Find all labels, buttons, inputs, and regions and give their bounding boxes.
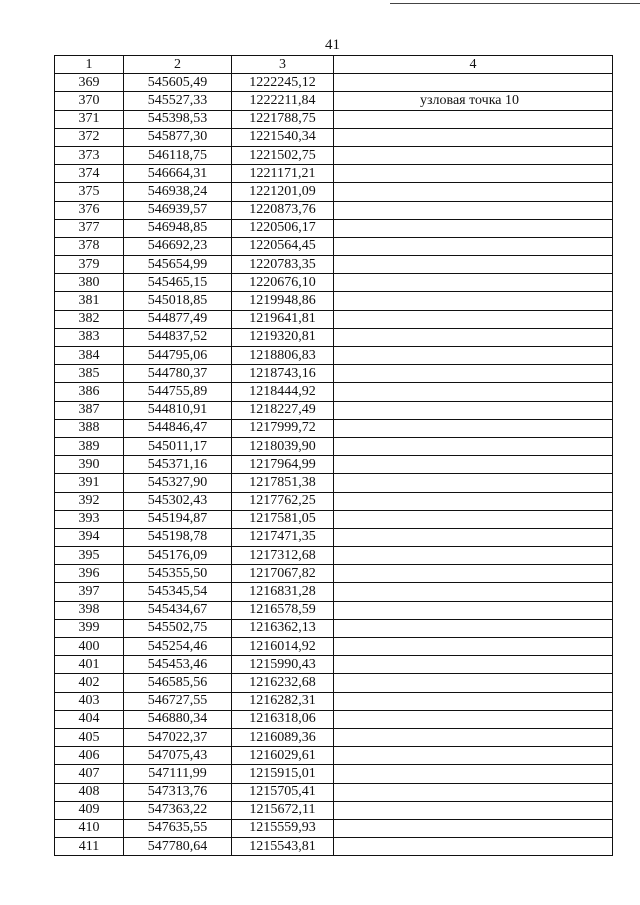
x-coordinate-cell: 545654,99: [124, 256, 232, 274]
note-cell: [334, 183, 613, 201]
point-number-cell: 370: [55, 92, 124, 110]
y-coordinate-cell: 1217312,68: [232, 547, 334, 565]
point-number-cell: 387: [55, 401, 124, 419]
note-cell: [334, 801, 613, 819]
y-coordinate-cell: 1218039,90: [232, 437, 334, 455]
table-row: [55, 474, 613, 492]
point-number-cell: 375: [55, 183, 124, 201]
y-coordinate-cell: 1216318,06: [232, 710, 334, 728]
table-row: [55, 674, 613, 692]
y-coordinate-cell: 1222245,12: [232, 74, 334, 92]
x-coordinate-cell: 546948,85: [124, 219, 232, 237]
header-col-4: 4: [334, 56, 613, 74]
table-row: [55, 747, 613, 765]
x-coordinate-cell: 545011,17: [124, 437, 232, 455]
note-cell: [334, 838, 613, 856]
y-coordinate-cell: 1217762,25: [232, 492, 334, 510]
y-coordinate-cell: 1216014,92: [232, 638, 334, 656]
note-cell: [334, 710, 613, 728]
note-cell: [334, 456, 613, 474]
x-coordinate-cell: 545176,09: [124, 547, 232, 565]
y-coordinate-cell: 1217581,05: [232, 510, 334, 528]
y-coordinate-cell: 1220676,10: [232, 274, 334, 292]
x-coordinate-cell: 547635,55: [124, 819, 232, 837]
table-row: [55, 492, 613, 510]
note-cell: [334, 383, 613, 401]
x-coordinate-cell: 544810,91: [124, 401, 232, 419]
point-number-cell: 373: [55, 146, 124, 164]
x-coordinate-cell: 544795,06: [124, 347, 232, 365]
x-coordinate-cell: 545355,50: [124, 565, 232, 583]
note-cell: [334, 74, 613, 92]
y-coordinate-cell: 1217999,72: [232, 419, 334, 437]
y-coordinate-cell: 1216578,59: [232, 601, 334, 619]
y-coordinate-cell: 1219641,81: [232, 310, 334, 328]
table-row: [55, 74, 613, 92]
note-cell: [334, 674, 613, 692]
x-coordinate-cell: 545018,85: [124, 292, 232, 310]
note-cell: [334, 619, 613, 637]
y-coordinate-cell: 1220564,45: [232, 237, 334, 255]
point-number-cell: 405: [55, 728, 124, 746]
x-coordinate-cell: 544846,47: [124, 419, 232, 437]
point-number-cell: 407: [55, 765, 124, 783]
point-number-cell: 406: [55, 747, 124, 765]
note-cell: [334, 528, 613, 546]
note-cell: [334, 747, 613, 765]
table-row: [55, 146, 613, 164]
table-row: [55, 201, 613, 219]
table-row: [55, 547, 613, 565]
note-cell: [334, 819, 613, 837]
note-cell: [334, 310, 613, 328]
table-row: [55, 638, 613, 656]
point-number-cell: 411: [55, 838, 124, 856]
y-coordinate-cell: 1217964,99: [232, 456, 334, 474]
x-coordinate-cell: 545398,53: [124, 110, 232, 128]
header-row: [55, 56, 613, 74]
table-row: [55, 128, 613, 146]
x-coordinate-cell: 546692,23: [124, 237, 232, 255]
y-coordinate-cell: 1216282,31: [232, 692, 334, 710]
point-number-cell: 399: [55, 619, 124, 637]
y-coordinate-cell: 1221788,75: [232, 110, 334, 128]
note-cell: [334, 328, 613, 346]
point-number-cell: 386: [55, 383, 124, 401]
header-col-1: 1: [55, 56, 124, 74]
y-coordinate-cell: 1218444,92: [232, 383, 334, 401]
point-number-cell: 402: [55, 674, 124, 692]
x-coordinate-cell: 544877,49: [124, 310, 232, 328]
table-row: [55, 838, 613, 856]
note-cell: [334, 347, 613, 365]
table-row: [55, 383, 613, 401]
note-cell: узловая точка 10: [334, 92, 613, 110]
point-number-cell: 410: [55, 819, 124, 837]
table-row: [55, 528, 613, 546]
x-coordinate-cell: 545327,90: [124, 474, 232, 492]
table-row: [55, 237, 613, 255]
point-number-cell: 372: [55, 128, 124, 146]
table-row: [55, 456, 613, 474]
table-row: [55, 619, 613, 637]
x-coordinate-cell: 545302,43: [124, 492, 232, 510]
x-coordinate-cell: 545877,30: [124, 128, 232, 146]
point-number-cell: 376: [55, 201, 124, 219]
point-number-cell: 371: [55, 110, 124, 128]
x-coordinate-cell: 546939,57: [124, 201, 232, 219]
x-coordinate-cell: 544755,89: [124, 383, 232, 401]
y-coordinate-cell: 1217851,38: [232, 474, 334, 492]
table-row: [55, 92, 613, 110]
y-coordinate-cell: 1220506,17: [232, 219, 334, 237]
point-number-cell: 400: [55, 638, 124, 656]
note-cell: [334, 292, 613, 310]
table-header: [55, 56, 613, 74]
x-coordinate-cell: 546585,56: [124, 674, 232, 692]
point-number-cell: 390: [55, 456, 124, 474]
x-coordinate-cell: 546664,31: [124, 165, 232, 183]
table-row: [55, 601, 613, 619]
y-coordinate-cell: 1221171,21: [232, 165, 334, 183]
note-cell: [334, 583, 613, 601]
y-coordinate-cell: 1215559,93: [232, 819, 334, 837]
point-number-cell: 374: [55, 165, 124, 183]
y-coordinate-cell: 1217471,35: [232, 528, 334, 546]
page-number: 41: [325, 37, 340, 53]
x-coordinate-cell: 545371,16: [124, 456, 232, 474]
y-coordinate-cell: 1216831,28: [232, 583, 334, 601]
point-number-cell: 385: [55, 365, 124, 383]
note-cell: [334, 274, 613, 292]
table-row: [55, 256, 613, 274]
x-coordinate-cell: 545434,67: [124, 601, 232, 619]
note-cell: [334, 765, 613, 783]
note-cell: [334, 219, 613, 237]
header-col-3: 3: [232, 56, 334, 74]
x-coordinate-cell: 545194,87: [124, 510, 232, 528]
note-cell: [334, 437, 613, 455]
point-number-cell: 380: [55, 274, 124, 292]
note-cell: [334, 165, 613, 183]
note-cell: [334, 474, 613, 492]
y-coordinate-cell: 1215990,43: [232, 656, 334, 674]
x-coordinate-cell: 547780,64: [124, 838, 232, 856]
y-coordinate-cell: 1220873,76: [232, 201, 334, 219]
x-coordinate-cell: 547313,76: [124, 783, 232, 801]
note-cell: [334, 565, 613, 583]
table-row: [55, 401, 613, 419]
y-coordinate-cell: 1216029,61: [232, 747, 334, 765]
point-number-cell: 404: [55, 710, 124, 728]
y-coordinate-cell: 1218806,83: [232, 347, 334, 365]
point-number-cell: 396: [55, 565, 124, 583]
note-cell: [334, 237, 613, 255]
x-coordinate-cell: 545502,75: [124, 619, 232, 637]
y-coordinate-cell: 1217067,82: [232, 565, 334, 583]
table-row: [55, 183, 613, 201]
table-row: [55, 419, 613, 437]
table-row: [55, 565, 613, 583]
table-row: [55, 165, 613, 183]
note-cell: [334, 110, 613, 128]
table-row: [55, 783, 613, 801]
x-coordinate-cell: 545345,54: [124, 583, 232, 601]
x-coordinate-cell: 546118,75: [124, 146, 232, 164]
table-row: [55, 819, 613, 837]
point-number-cell: 389: [55, 437, 124, 455]
x-coordinate-cell: 545198,78: [124, 528, 232, 546]
x-coordinate-cell: 544780,37: [124, 365, 232, 383]
note-cell: [334, 256, 613, 274]
point-number-cell: 409: [55, 801, 124, 819]
note-cell: [334, 492, 613, 510]
x-coordinate-cell: 547075,43: [124, 747, 232, 765]
note-cell: [334, 128, 613, 146]
x-coordinate-cell: 544837,52: [124, 328, 232, 346]
y-coordinate-cell: 1221201,09: [232, 183, 334, 201]
note-cell: [334, 692, 613, 710]
note-cell: [334, 728, 613, 746]
x-coordinate-cell: 547022,37: [124, 728, 232, 746]
x-coordinate-cell: 545465,15: [124, 274, 232, 292]
point-number-cell: 388: [55, 419, 124, 437]
note-cell: [334, 601, 613, 619]
table-row: [55, 347, 613, 365]
x-coordinate-cell: 547363,22: [124, 801, 232, 819]
point-number-cell: 383: [55, 328, 124, 346]
y-coordinate-cell: 1219948,86: [232, 292, 334, 310]
table-row: [55, 692, 613, 710]
table-row: [55, 292, 613, 310]
table-body: [55, 74, 613, 856]
y-coordinate-cell: 1218743,16: [232, 365, 334, 383]
coordinates-table: [54, 55, 613, 856]
x-coordinate-cell: 545453,46: [124, 656, 232, 674]
table-row: [55, 110, 613, 128]
table-row: [55, 583, 613, 601]
x-coordinate-cell: 546880,34: [124, 710, 232, 728]
x-coordinate-cell: 545605,49: [124, 74, 232, 92]
x-coordinate-cell: 545254,46: [124, 638, 232, 656]
y-coordinate-cell: 1220783,35: [232, 256, 334, 274]
table-row: [55, 801, 613, 819]
table-row: [55, 328, 613, 346]
header-col-2: 2: [124, 56, 232, 74]
point-number-cell: 403: [55, 692, 124, 710]
x-coordinate-cell: 545527,33: [124, 92, 232, 110]
y-coordinate-cell: 1218227,49: [232, 401, 334, 419]
point-number-cell: 392: [55, 492, 124, 510]
point-number-cell: 377: [55, 219, 124, 237]
x-coordinate-cell: 546727,55: [124, 692, 232, 710]
point-number-cell: 401: [55, 656, 124, 674]
note-cell: [334, 656, 613, 674]
point-number-cell: 398: [55, 601, 124, 619]
y-coordinate-cell: 1216089,36: [232, 728, 334, 746]
note-cell: [334, 146, 613, 164]
table-row: [55, 310, 613, 328]
y-coordinate-cell: 1215672,11: [232, 801, 334, 819]
note-cell: [334, 419, 613, 437]
note-cell: [334, 547, 613, 565]
point-number-cell: 408: [55, 783, 124, 801]
y-coordinate-cell: 1215543,81: [232, 838, 334, 856]
point-number-cell: 394: [55, 528, 124, 546]
point-number-cell: 379: [55, 256, 124, 274]
table-row: [55, 437, 613, 455]
y-coordinate-cell: 1221502,75: [232, 146, 334, 164]
top-rule: [390, 3, 640, 4]
y-coordinate-cell: 1219320,81: [232, 328, 334, 346]
table-row: [55, 710, 613, 728]
note-cell: [334, 510, 613, 528]
x-coordinate-cell: 546938,24: [124, 183, 232, 201]
table-row: [55, 728, 613, 746]
y-coordinate-cell: 1221540,34: [232, 128, 334, 146]
y-coordinate-cell: 1216232,68: [232, 674, 334, 692]
y-coordinate-cell: 1215915,01: [232, 765, 334, 783]
y-coordinate-cell: 1215705,41: [232, 783, 334, 801]
table-row: [55, 510, 613, 528]
point-number-cell: 384: [55, 347, 124, 365]
table-row: [55, 765, 613, 783]
table-row: [55, 365, 613, 383]
note-cell: [334, 401, 613, 419]
table-row: [55, 274, 613, 292]
point-number-cell: 397: [55, 583, 124, 601]
note-cell: [334, 201, 613, 219]
y-coordinate-cell: 1222211,84: [232, 92, 334, 110]
point-number-cell: 381: [55, 292, 124, 310]
point-number-cell: 391: [55, 474, 124, 492]
note-cell: [334, 638, 613, 656]
note-cell: [334, 783, 613, 801]
y-coordinate-cell: 1216362,13: [232, 619, 334, 637]
table-row: [55, 656, 613, 674]
x-coordinate-cell: 547111,99: [124, 765, 232, 783]
note-cell: [334, 365, 613, 383]
point-number-cell: 393: [55, 510, 124, 528]
point-number-cell: 369: [55, 74, 124, 92]
point-number-cell: 382: [55, 310, 124, 328]
point-number-cell: 378: [55, 237, 124, 255]
point-number-cell: 395: [55, 547, 124, 565]
table-row: [55, 219, 613, 237]
